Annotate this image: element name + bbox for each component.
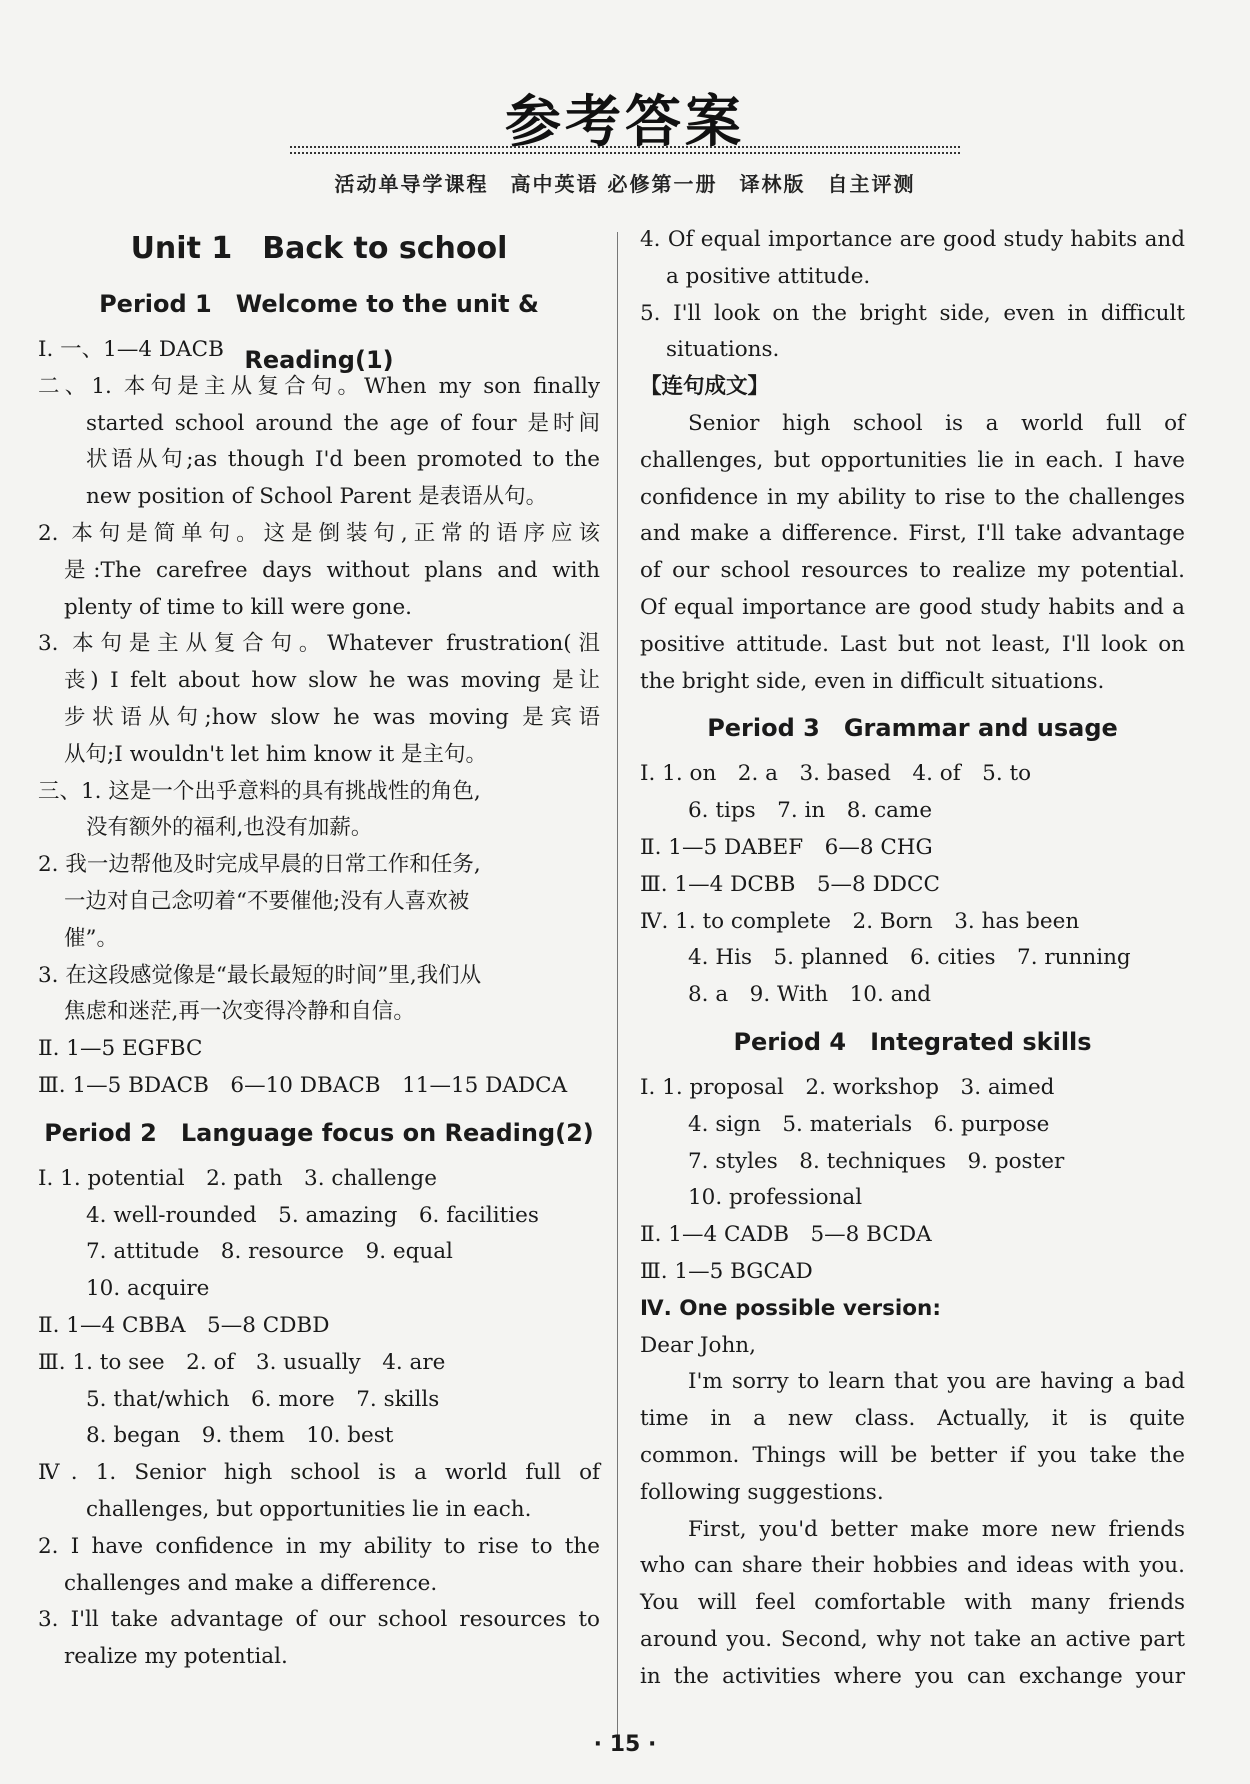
essay-line: positive attitude. Last but not least, I'll look on	[640, 631, 1185, 657]
period-3-title: Period 3 Grammar and usage	[707, 714, 1118, 743]
p4-line: 7. styles 8. techniques 9. poster	[688, 1148, 1065, 1174]
right-column	[640, 222, 1185, 1695]
p2-line: challenges and make a difference.	[64, 1570, 438, 1596]
p1-line: 焦虑和迷茫,再一次变得冷静和自信。	[64, 999, 415, 1025]
p3-line: Ⅳ. 1. to complete 2. Born 3. has been	[640, 908, 1080, 934]
p2-cont-line: 4. Of equal importance are good study habits and	[640, 227, 1185, 252]
p1-line: 是:The carefree days without plans and with	[64, 557, 600, 583]
p4-line: 4. sign 5. materials 6. purpose	[688, 1111, 1050, 1137]
letter-line: I'm sorry to learn that you are having a bad	[688, 1369, 1185, 1395]
essay-line: of our school resources to realize my potential.	[640, 558, 1185, 584]
p4-line: 10. professional	[688, 1185, 863, 1211]
p1-line: 二、1. 本句是主从复合句。When my son finally	[38, 373, 600, 399]
letter-line: You will feel comfortable with many friends	[640, 1590, 1185, 1616]
p2-line: 4. well-rounded 5. amazing 6. facilities	[86, 1202, 539, 1228]
p1-line: new position of School Parent 是表语从句。	[86, 484, 548, 510]
p2-cont-line: situations.	[666, 337, 780, 363]
page-title: 参考答案	[505, 90, 745, 155]
p3-line: Ⅰ. 1. on 2. a 3. based 4. of 5. to	[640, 761, 1032, 787]
p2-cont-line: 5. I'll look on the bright side, even in difficult	[640, 300, 1185, 326]
letter-greeting: Dear John,	[640, 1332, 756, 1358]
p2-line: realize my potential.	[64, 1644, 288, 1670]
letter-line: following suggestions.	[640, 1479, 884, 1505]
p1-line: 一边对自己念叨着“不要催他;没有人喜欢被	[64, 888, 470, 914]
p2-line: 2. I have confidence in my ability to rise to the	[38, 1533, 600, 1559]
p3-line: Ⅲ. 1—4 DCBB 5—8 DDCC	[640, 871, 940, 897]
p1-line: 从句;I wouldn't let him know it 是主句。	[64, 741, 488, 767]
p2-line: Ⅲ. 1. to see 2. of 3. usually 4. are	[38, 1349, 446, 1375]
letter-line: common. Things will be better if you take the	[640, 1442, 1185, 1468]
letter-line: who can share their hobbies and ideas with you.	[640, 1553, 1185, 1579]
essay-line: and make a difference. First, I'll take advantage	[640, 521, 1185, 547]
period-1-title: Period 1 Welcome to the unit & Reading(1)	[99, 290, 539, 374]
p4-line: Ⅰ. 1. proposal 2. workshop 3. aimed	[640, 1074, 1055, 1100]
period-2-title: Period 2 Language focus on Reading(2)	[44, 1118, 594, 1147]
p1-line: 三、1. 这是一个出乎意料的具有挑战性的角色,	[38, 778, 481, 804]
p2-line: 3. I'll take advantage of our school resources to	[38, 1607, 600, 1633]
p2-line: 7. attitude 8. resource 9. equal	[86, 1239, 453, 1265]
p1-line: 状语从句;as though I'd been promoted to the	[86, 447, 600, 473]
page-subtitle: 活动单导学课程 高中英语 必修第一册 译林版 自主评测	[334, 172, 916, 196]
p2-cont-line: a positive attitude.	[666, 263, 871, 289]
p3-line: Ⅱ. 1—5 DABEF 6—8 CHG	[640, 834, 933, 860]
p3-line: 8. a 9. With 10. and	[688, 982, 932, 1008]
essay-line: the bright side, even in difficult situations.	[640, 668, 1105, 694]
p1-line: 3. 本句是主从复合句。Whatever frustration(沮	[38, 631, 600, 657]
p4-line: Ⅱ. 1—4 CADB 5—8 BCDA	[640, 1222, 932, 1248]
title-divider-top	[290, 146, 960, 148]
p4-line: Ⅳ. One possible version:	[640, 1295, 941, 1321]
p3-line: 4. His 5. planned 6. cities 7. running	[688, 945, 1131, 971]
p2-line: 10. acquire	[86, 1276, 210, 1302]
p1-line: 丧) I felt about how slow he was moving 是让	[64, 668, 600, 694]
p2-line: 5. that/which 6. more 7. skills	[86, 1386, 440, 1412]
p1-line: started school around the age of four 是时间	[86, 410, 600, 436]
p1-line: 3. 在这段感觉像是“最长最短的时间”里,我们从	[38, 962, 482, 988]
essay-line: Of equal importance are good study habits and a	[640, 594, 1185, 620]
p2-line: challenges, but opportunities lie in each.	[86, 1496, 532, 1522]
section-tag: 【连句成文】	[640, 374, 770, 400]
letter-line: First, you'd better make more new friends	[688, 1516, 1185, 1542]
title-divider-bottom	[290, 152, 960, 154]
letter-line: in the activities where you can exchange your	[640, 1663, 1185, 1689]
p3-line: 6. tips 7. in 8. came	[688, 798, 933, 824]
p1-line: 催”。	[64, 925, 118, 951]
left-column	[38, 222, 600, 1676]
p2-line: Ⅳ. 1. Senior high school is a world full of	[38, 1460, 600, 1486]
period-4-title: Period 4 Integrated skills	[733, 1027, 1092, 1056]
p1-line: Ⅰ. 一、1—4 DACB	[38, 337, 224, 362]
p2-line: 8. began 9. them 10. best	[86, 1423, 394, 1449]
p2-line: Ⅰ. 1. potential 2. path 3. challenge	[38, 1165, 437, 1191]
page-number: · 15 ·	[593, 1732, 657, 1757]
essay-line: challenges, but opportunities lie in each. I have	[640, 447, 1185, 473]
p1-line: 步状语从句;how slow he was moving 是宾语	[64, 704, 600, 730]
p4-line: Ⅲ. 1—5 BGCAD	[640, 1258, 813, 1284]
p2-line: Ⅱ. 1—4 CBBA 5—8 CDBD	[38, 1312, 330, 1338]
p1-line: plenty of time to kill were gone.	[64, 594, 413, 620]
letter-line: time in a new class. Actually, it is quite	[640, 1406, 1185, 1432]
letter-line: around you. Second, why not take an active part	[640, 1626, 1185, 1652]
p1-line: 2. 我一边帮他及时完成早晨的日常工作和任务,	[38, 852, 481, 878]
p1-line: Ⅲ. 1—5 BDACB 6—10 DBACB 11—15 DADCA	[38, 1072, 568, 1098]
p1-line: 没有额外的福利,也没有加薪。	[86, 815, 373, 841]
unit-title: Unit 1 Back to school	[130, 231, 508, 266]
column-divider	[617, 232, 618, 1740]
p1-line: Ⅱ. 1—5 EGFBC	[38, 1036, 203, 1062]
p1-line: 2. 本句是简单句。这是倒装句,正常的语序应该	[38, 520, 600, 546]
essay-line: Senior high school is a world full of	[688, 410, 1185, 436]
essay-line: confidence in my ability to rise to the challenges	[640, 484, 1185, 510]
